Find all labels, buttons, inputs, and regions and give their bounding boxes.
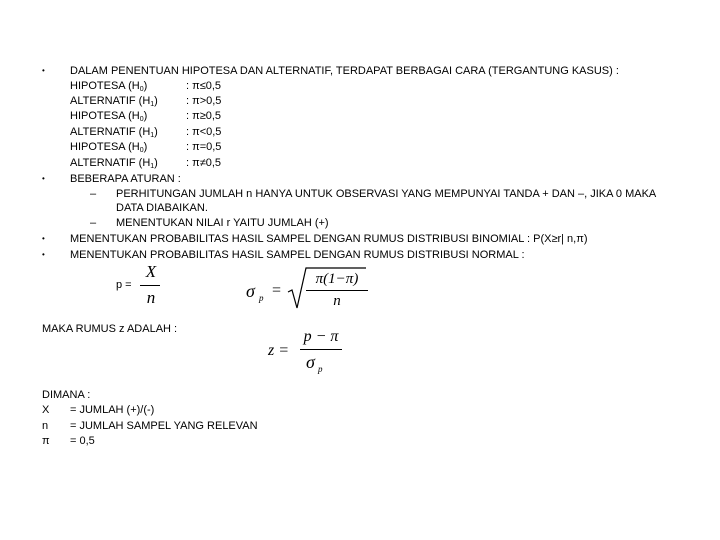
formula-z-lhs: z =: [268, 342, 290, 359]
bullet-2: •: [42, 174, 45, 183]
formula-p-numerator: X: [145, 262, 157, 281]
formula-z-numerator: p − π: [303, 328, 339, 345]
bullet-3: •: [42, 234, 45, 243]
def-text-pi: = 0,5: [70, 435, 95, 447]
formula-sigma-numerator: π(1−π): [315, 271, 359, 287]
alternative-condition: : π>0,5: [186, 95, 222, 107]
intro-text: DALAM PENENTUAN HIPOTESA DAN ALTERNATIF, TERDAPAT BERBAGAI CARA (TERGANTUNG KASUS) :: [70, 65, 619, 77]
formula-sigma-subscript: p: [259, 293, 264, 303]
bullet-4: •: [42, 250, 45, 259]
formula-z-subscript: p: [318, 364, 323, 374]
hypothesis-condition: : π≤0,5: [186, 80, 222, 92]
hypothesis-row: HIPOTESA $(H_0)$: [70, 110, 148, 123]
hypothesis-condition: : π=0,5: [186, 141, 222, 153]
def-symbol-pi: π: [42, 435, 50, 447]
def-text-x: = JUMLAH (+)/(-): [70, 404, 155, 416]
rules-title: BEBERAPA ATURAN :: [70, 173, 181, 185]
rule-2: MENENTUKAN NILAI r YAITU JUMLAH (+): [116, 217, 329, 229]
formula-z-fraction-bar: [300, 349, 342, 350]
formula-p-fraction-bar: [140, 285, 160, 286]
binomial-text: MENENTUKAN PROBABILITAS HASIL SAMPEL DENGAN RUMUS DISTRIBUSI BINOMIAL : P(X≥r| n,π): [70, 233, 588, 245]
alternative-row: ALTERNATIF $(H_1)$: [70, 157, 158, 170]
formula-sigma-symbol: σ: [246, 281, 255, 301]
bullet-1: •: [42, 66, 45, 75]
dash-1: –: [90, 188, 97, 200]
def-symbol-n: n: [42, 420, 49, 432]
dash-2: –: [90, 217, 97, 229]
formula-sigma-denominator: n: [333, 293, 341, 309]
hypothesis-row: HIPOTESA $(H_0)$: [70, 80, 148, 93]
formula-z-sigma: σ: [306, 352, 315, 372]
formula-sigma-equals: =: [272, 282, 282, 299]
rule-1-line-1: PERHITUNGAN JUMLAH n HANYA UNTUK OBSERVASI YANG MEMPUNYAI TANDA + DAN –, JIKA 0 MAKA: [116, 188, 657, 200]
dimana-title: DIMANA :: [42, 389, 91, 401]
normal-text: MENENTUKAN PROBABILITAS HASIL SAMPEL DENGAN RUMUS DISTRIBUSI NORMAL :: [70, 249, 525, 261]
def-symbol-x: X: [42, 404, 50, 416]
def-text-n: = JUMLAH SAMPEL YANG RELEVAN: [70, 420, 258, 432]
rule-1-line-2: DATA DIABAIKAN.: [116, 202, 208, 214]
formula-sigma-fraction-bar: [306, 290, 368, 291]
alternative-condition: : π<0,5: [186, 126, 222, 138]
alternative-row: ALTERNATIF $(H_1)$: [70, 126, 158, 139]
hypothesis-condition: : π≥0,5: [186, 110, 222, 122]
maka-text: MAKA RUMUS z ADALAH :: [42, 323, 178, 335]
hypothesis-row: HIPOTESA $(H_0)$: [70, 141, 148, 154]
formula-p-lhs: p =: [116, 279, 132, 291]
alternative-condition: : π≠0,5: [186, 157, 222, 169]
formula-p-denominator: n: [146, 288, 156, 307]
alternative-row: ALTERNATIF $(H_1)$: [70, 95, 158, 108]
